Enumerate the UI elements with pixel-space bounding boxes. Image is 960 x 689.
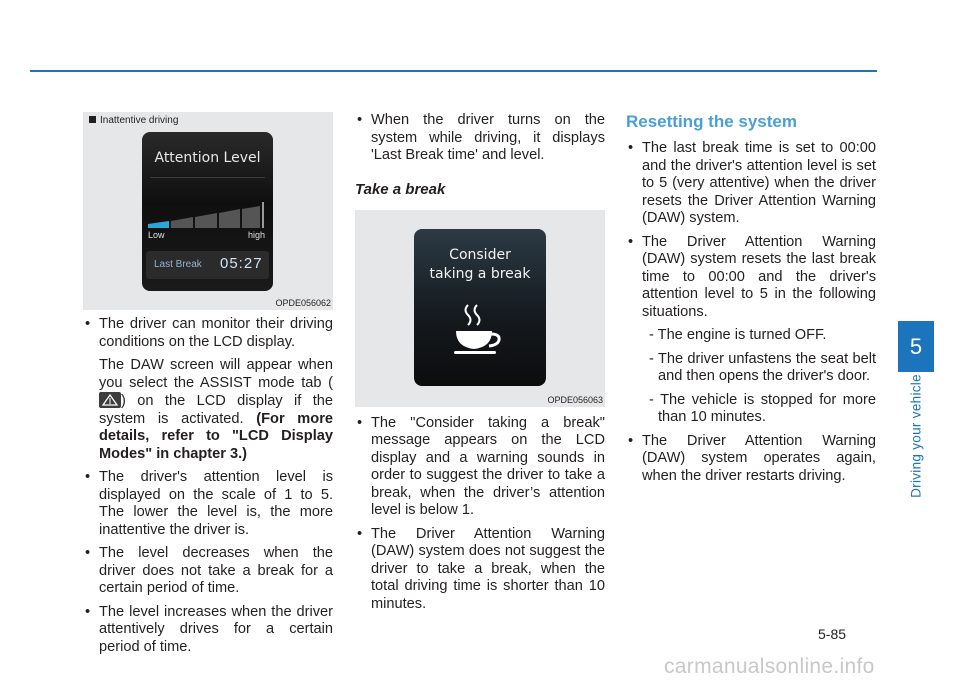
take-a-break-heading: Take a break <box>355 180 446 198</box>
gauge-segment-5 <box>242 206 260 228</box>
bullet-attention-scale: • The driver's attention level is displayed on the scale of 1 to 5. The lower the level is, the more inattentive the driver is. <box>83 469 333 539</box>
last-break-time: 05:27 <box>220 255 263 272</box>
situation-engine-off: - The engine is turned OFF. <box>649 327 827 343</box>
bullet-no-suggestion: • The Driver Attention Warning (DAW) system does not suggest the driver to take a break, when the total driving time is shorter than 10 minutes. <box>355 526 605 614</box>
attention-level-title: Attention Level <box>154 150 261 166</box>
chapter-number-tab: 5 <box>898 321 934 372</box>
bullet-reset-situations: • The Driver Attention Warning (DAW) system resets the last break time to 00:00 and the driver's attention level to 5 in the following situations. <box>626 234 876 322</box>
gauge-segment-1 <box>148 221 169 228</box>
top-rule <box>30 70 877 72</box>
bullet-last-break-display: • When the driver turns on the system while driving, it displays 'Last Break time' and level. <box>355 112 605 165</box>
gauge-low-label: Low <box>148 230 165 240</box>
chapter-title: Driving your vehicle <box>908 374 924 498</box>
figure-caption-text: Inattentive driving <box>100 115 179 126</box>
situation-seat-belt: - The driver unfastens the seat belt and then opens the driver's door. <box>649 350 876 384</box>
page-number: 5-85 <box>818 626 847 642</box>
column-1 <box>83 112 333 662</box>
coffee-cup-icon <box>450 301 510 361</box>
lcd-display-reference: (For more details, refer to "LCD Display Modes" in chapter 3.) <box>99 410 333 462</box>
daw-paragraph-text-2: ) on the LCD display if the system is activated. <box>99 393 333 427</box>
bullet-level-decreases: • The level decreases when the driver does not take a break for a certain period of time. <box>83 545 333 598</box>
bullet-operates-again: • The Driver Attention Warning (DAW) system operates again, when the driver restarts driving. <box>626 433 876 486</box>
figure-code: OPDE056062 <box>275 298 331 308</box>
gauge-segment-4 <box>219 209 240 228</box>
bullet-monitor-driving: • The driver can monitor their driving conditions on the LCD display. <box>83 316 333 351</box>
gauge-high-label: high <box>247 230 265 240</box>
title-divider <box>150 177 265 178</box>
resetting-heading: Resetting the system <box>626 112 797 131</box>
assist-mode-tab-icon <box>99 392 121 408</box>
gauge-end-marker <box>262 202 264 228</box>
column-3 <box>626 112 876 491</box>
gauge-segment-2 <box>171 217 193 228</box>
figure-inattentive-driving <box>83 112 333 310</box>
consider-line-2: taking a break <box>429 265 531 282</box>
figure-code: OPDE056063 <box>547 394 603 405</box>
daw-paragraph-text-1: The DAW screen will appear when you select the ASSIST mode tab ( <box>99 357 333 391</box>
bullet-level-increases: • The level increases when the driver attentively drives for a certain period of time. <box>83 604 333 657</box>
consider-line-1: Consider <box>449 246 511 263</box>
watermark: carmanualsonline.info <box>664 655 875 678</box>
situation-vehicle-stopped: - The vehicle is stopped for more than 10 minutes. <box>649 391 876 425</box>
figure-consider-break <box>355 210 605 407</box>
daw-screen-paragraph <box>83 357 333 463</box>
figure-caption <box>89 115 178 126</box>
spacer <box>355 407 605 415</box>
last-break-label: Last Break <box>154 259 202 270</box>
square-bullet-icon <box>89 116 96 123</box>
column-2 <box>355 112 605 619</box>
bullet-reset-values: • The last break time is set to 00:00 and the driver's attention level is set to 5 (very attentive) when the driver resets the Driver Attention Warning (DAW) system. <box>626 140 876 228</box>
gauge-segment-3 <box>195 213 217 228</box>
lcd-attention-screen <box>142 132 273 291</box>
bullet-consider-message: • The "Consider taking a break" message appears on the LCD display and a warning sounds in order to suggest the driver to take a break, when the driver’s attention level is below 1. <box>355 415 605 520</box>
lcd-break-screen <box>414 229 546 386</box>
